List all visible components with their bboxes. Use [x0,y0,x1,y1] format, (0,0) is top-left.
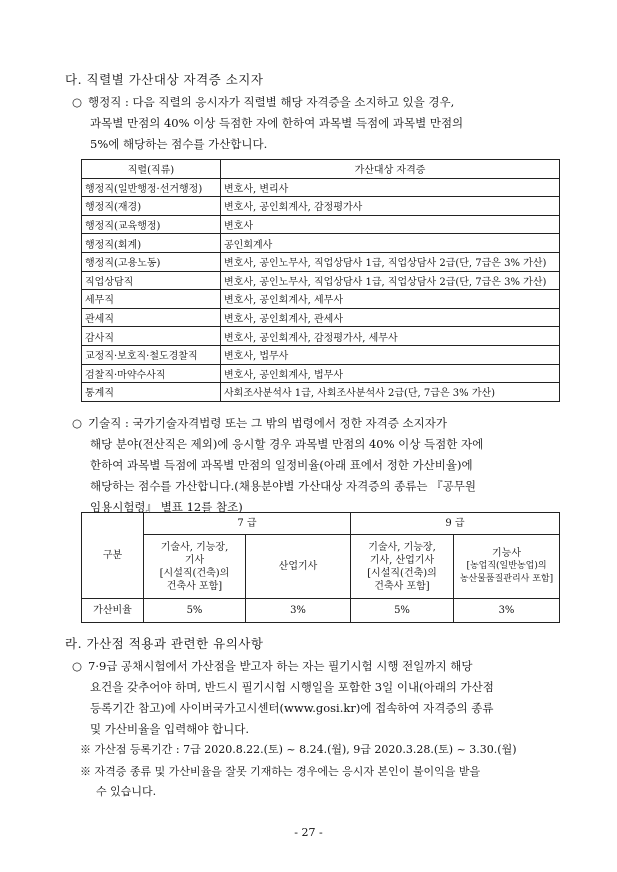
table-row [82,234,560,253]
note2-line1: 자격증 종류 및 가산비율을 잘못 기재하는 경우에는 응시자 본인이 불이익을 받을 [94,765,481,778]
table-row [82,178,560,197]
g7q1-line4: 건축사 포함] [166,580,223,592]
series-cell: 행정직(고용노동) [82,252,221,271]
bullet-marker: ○ [72,416,83,430]
series-cell: 검찰직·마약수사직 [82,364,221,383]
g7q1-line1: 기술사, 기능장, [160,541,229,553]
section-da-title: 다. 직렬별 가산대상 자격증 소지자 [65,72,264,87]
bullet2-line3: 한하여 과목별 득점에 과목별 만점의 일정비율(아래 표에서 정한 가산비율)에 [90,458,473,472]
note2-line2: 수 있습니다. [96,785,157,798]
certificates-cell: 변호사, 공인노무사, 직업상담사 1급, 직업상담사 2급(단, 7급은 3% 가산) [221,271,560,290]
certificates-cell: 변호사, 공인회계사, 감정평가사 [221,197,560,216]
rate-row [82,599,560,623]
series-cell: 세무직 [82,290,221,309]
grade-header-row [82,513,560,535]
ra-bullet1-line1: 7·9급 공채시험에서 가산점을 받고자 하는 자는 필기시험 시행 전일까지 해당 [88,659,473,673]
header-series: 직렬(직류) [82,160,221,179]
rate-g7-2: 3% [246,599,351,623]
g7q1-line3: [시설직(건축)의 [159,567,230,579]
g9-qualification-1 [351,535,454,599]
bullet2-line1: 기술직 : 국가기술자격법령 또는 그 밖의 법령에서 정한 자격증 소지자가 [88,416,447,430]
table-header-row [82,160,560,179]
bullet1-line2: 과목별 만점의 40% 이상 득점한 자에 한하여 과목별 득점에 과목별 만점의 [90,116,464,130]
certificates-cell: 변호사, 공인회계사, 감정평가사, 세무사 [221,327,560,346]
certificates-cell: 변호사, 공인노무사, 직업상담사 1급, 직업상담사 2급(단, 7급은 3% 가산) [221,252,560,271]
g7-qualification-1 [144,535,246,599]
ra-bullet1-line2: 요건을 갖추어야 하며, 반드시 필기시험 시행일을 포함한 3일 이내(아래의 가산점 [90,680,494,694]
bullet-marker: ○ [72,659,83,673]
g9-qualification-2 [454,535,560,599]
g7q1-line2: 기사 [184,554,205,566]
series-cell: 교정직·보호직·철도경찰직 [82,345,221,364]
rate-g9-2: 3% [454,599,560,623]
table-row [82,327,560,346]
g9q1-line2: 기사, 산업기사 [369,554,435,566]
certificates-cell: 변호사, 공인회계사, 세무사 [221,290,560,309]
table-row [82,215,560,234]
g9q2-line1: 기능사 [492,548,521,559]
ra-bullet1-line3: 등록기간 참고)에 사이버국가고시센터(www.gosi.kr)에 접속하여 자격증의 종류 [90,701,494,715]
bullet2-line5: 임용시험령』 별표 12를 참조) [90,500,243,514]
certificates-cell: 변호사, 법무사 [221,345,560,364]
rate-label: 가산비율 [82,599,144,623]
rate-g9-1: 5% [351,599,454,623]
page-number: - 27 - [294,826,323,839]
table-row [82,290,560,309]
grade7-header: 7 급 [144,513,351,535]
g7-qualification-2: 산업기사 [246,535,351,599]
g9q1-line1: 기술사, 기능장, [368,541,436,553]
certificates-cell: 공인회계사 [221,234,560,253]
note1-text: 가산점 등록기간 : 7급 2020.8.22.(토) ~ 8.24.(월), 9급 2020.3.28.(토) ~ 3.30.(월) [94,743,517,756]
series-cell: 직업상담직 [82,271,221,290]
certificate-table [81,159,560,402]
bullet2-line2: 해당 분야(전산직은 제외)에 응시할 경우 과목별 만점의 40% 이상 득점한 자에 [90,437,484,451]
certificates-cell: 변호사, 변리사 [221,178,560,197]
series-cell: 행정직(교육행정) [82,215,221,234]
series-cell: 행정직(회계) [82,234,221,253]
bullet1-line3: 5%에 해당하는 점수를 가산합니다. [90,137,268,151]
series-cell: 행정직(일반행정·선거행정) [82,178,221,197]
header-certificates: 가산대상 자격증 [221,160,560,179]
note-marker: ※ [80,743,91,756]
table-row [82,345,560,364]
section-ra-bullet1 [72,656,567,740]
series-cell: 통계직 [82,383,221,402]
section-da-bullet1 [72,92,567,155]
bullet1-line1: 행정직 : 다음 직렬의 응시자가 직렬별 해당 자격증을 소지하고 있을 경우, [88,95,455,109]
table-row [82,364,560,383]
bullet2-line4: 해당하는 점수를 가산합니다.(채용분야별 가산대상 자격증의 종류는 『공무원 [90,479,476,493]
section-ra-title: 라. 가산점 적용과 관련한 유의사항 [65,636,264,651]
certificate-table-body [82,178,560,401]
certificates-cell: 사회조사분석사 1급, 사회조사분석사 2급(단, 7급은 3% 가산) [221,383,560,402]
note-marker: ※ [80,765,91,778]
qualification-row [82,535,560,599]
section-da-bullet2 [72,413,567,518]
g9q1-line3: [시설직(건축)의 [367,567,437,579]
row-label-division: 구분 [82,513,144,599]
table-row [82,383,560,402]
series-cell: 감사직 [82,327,221,346]
table-row [82,308,560,327]
warning-note [80,762,565,802]
g9q2-line2: [농업직(일반농업)의 [466,561,547,571]
table-row [82,197,560,216]
g9q2-line3: 농산물품질관리사 포함] [459,574,554,584]
rate-g7-1: 5% [144,599,246,623]
certificates-cell: 변호사, 공인회계사, 관세사 [221,308,560,327]
table-row [82,271,560,290]
registration-period-note [80,740,565,760]
ra-bullet1-line4: 및 가산비율을 입력해야 합니다. [90,722,250,736]
grade9-header: 9 급 [351,513,560,535]
bullet-marker: ○ [72,95,83,109]
series-cell: 관세직 [82,308,221,327]
bonus-rate-table [81,512,560,623]
series-cell: 행정직(재경) [82,197,221,216]
table-row [82,252,560,271]
certificates-cell: 변호사 [221,215,560,234]
g9q1-line4: 건축사 포함] [374,580,430,592]
certificates-cell: 변호사, 공인회계사, 법무사 [221,364,560,383]
